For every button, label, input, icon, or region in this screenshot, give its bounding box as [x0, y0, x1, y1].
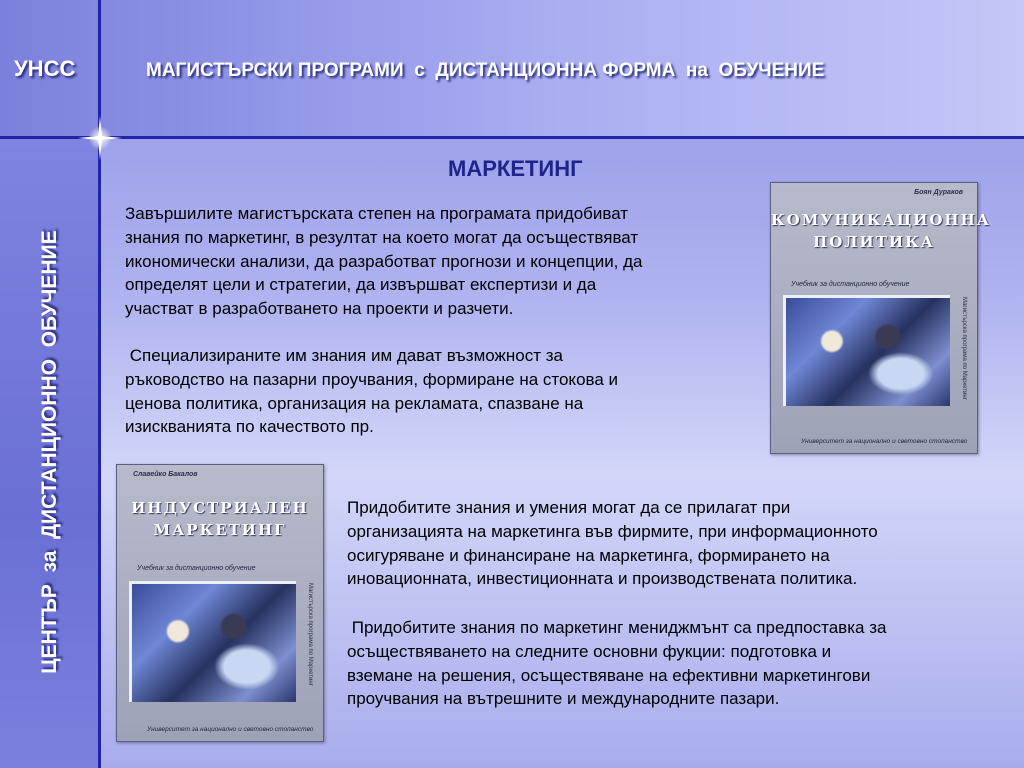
book-cover-photo [783, 295, 950, 406]
book-subtitle: Учебник за дистанционно обучение [791, 281, 910, 288]
book-cover-photo [129, 581, 296, 702]
book-title: КОМУНИКАЦИОННА ПОЛИТИКА [771, 211, 991, 251]
sparkle-icon [76, 114, 124, 162]
book-spine-text: Магистърска програма по Маркетинг [307, 583, 313, 686]
paragraph-4: Придобитите знания по маркетинг мениджмънт са предпоставка за осъществяването на следните основни фукции: подготовка и вземане на решения, осъществяване на ефективни маркетингови проучвания на вътрешните и международните пазари. [347, 618, 887, 709]
paragraph-2: Специализираните им знания им дават възможност за ръководство на пазарни проучвания, формиране на стокова и ценова политика, организация на рекламата, спазване на изискванията по качеството пр. [125, 346, 619, 437]
paragraph-1: Завършилите магистърската степен на програмата придобиват знания по маркетинг, в резултат на което могат да осъществяват икономически анализи, да разработват прогнози и концепции, да определят цели и стратегии, да извършват експертизи и да участват в разработването на проекти и разчети. [125, 204, 643, 319]
logo: УНСС [14, 56, 76, 81]
book-author: Боян Дураков [914, 189, 963, 196]
section-title: МАРКЕТИНГ [448, 156, 583, 181]
paragraph-3: Придобитите знания и умения могат да се прилагат при организацията на маркетинга във фирмите, при информационното осигуряване и финансиране на маркетинга, формирането на иновационната, инвестиционната и производствената политика. [347, 498, 878, 589]
book-cover-communication-policy [770, 182, 991, 454]
book-publisher: Университет за национално и световно стопанство [147, 726, 314, 733]
book-publisher: Университет за национално и световно стопанство [801, 438, 968, 445]
book-title: ИНДУСТРИАЛЕН МАРКЕТИНГ [131, 499, 309, 539]
sidebar-title: ЦЕНТЪР за ДИСТАНЦИОННО ОБУЧЕНИЕ [38, 230, 61, 674]
book-author: Славейко Бакалов [133, 471, 198, 478]
book-spine-text: Магистърска програма по Маркетинг [961, 297, 967, 400]
page-title: МАГИСТЪРСКИ ПРОГРАМИ с ДИСТАНЦИОННА ФОРМА на ОБУЧЕНИЕ [146, 60, 825, 81]
book-cover-industrial-marketing [116, 464, 324, 742]
book-subtitle: Учебник за дистанционно обучение [137, 565, 256, 572]
horizontal-divider [0, 136, 1024, 139]
